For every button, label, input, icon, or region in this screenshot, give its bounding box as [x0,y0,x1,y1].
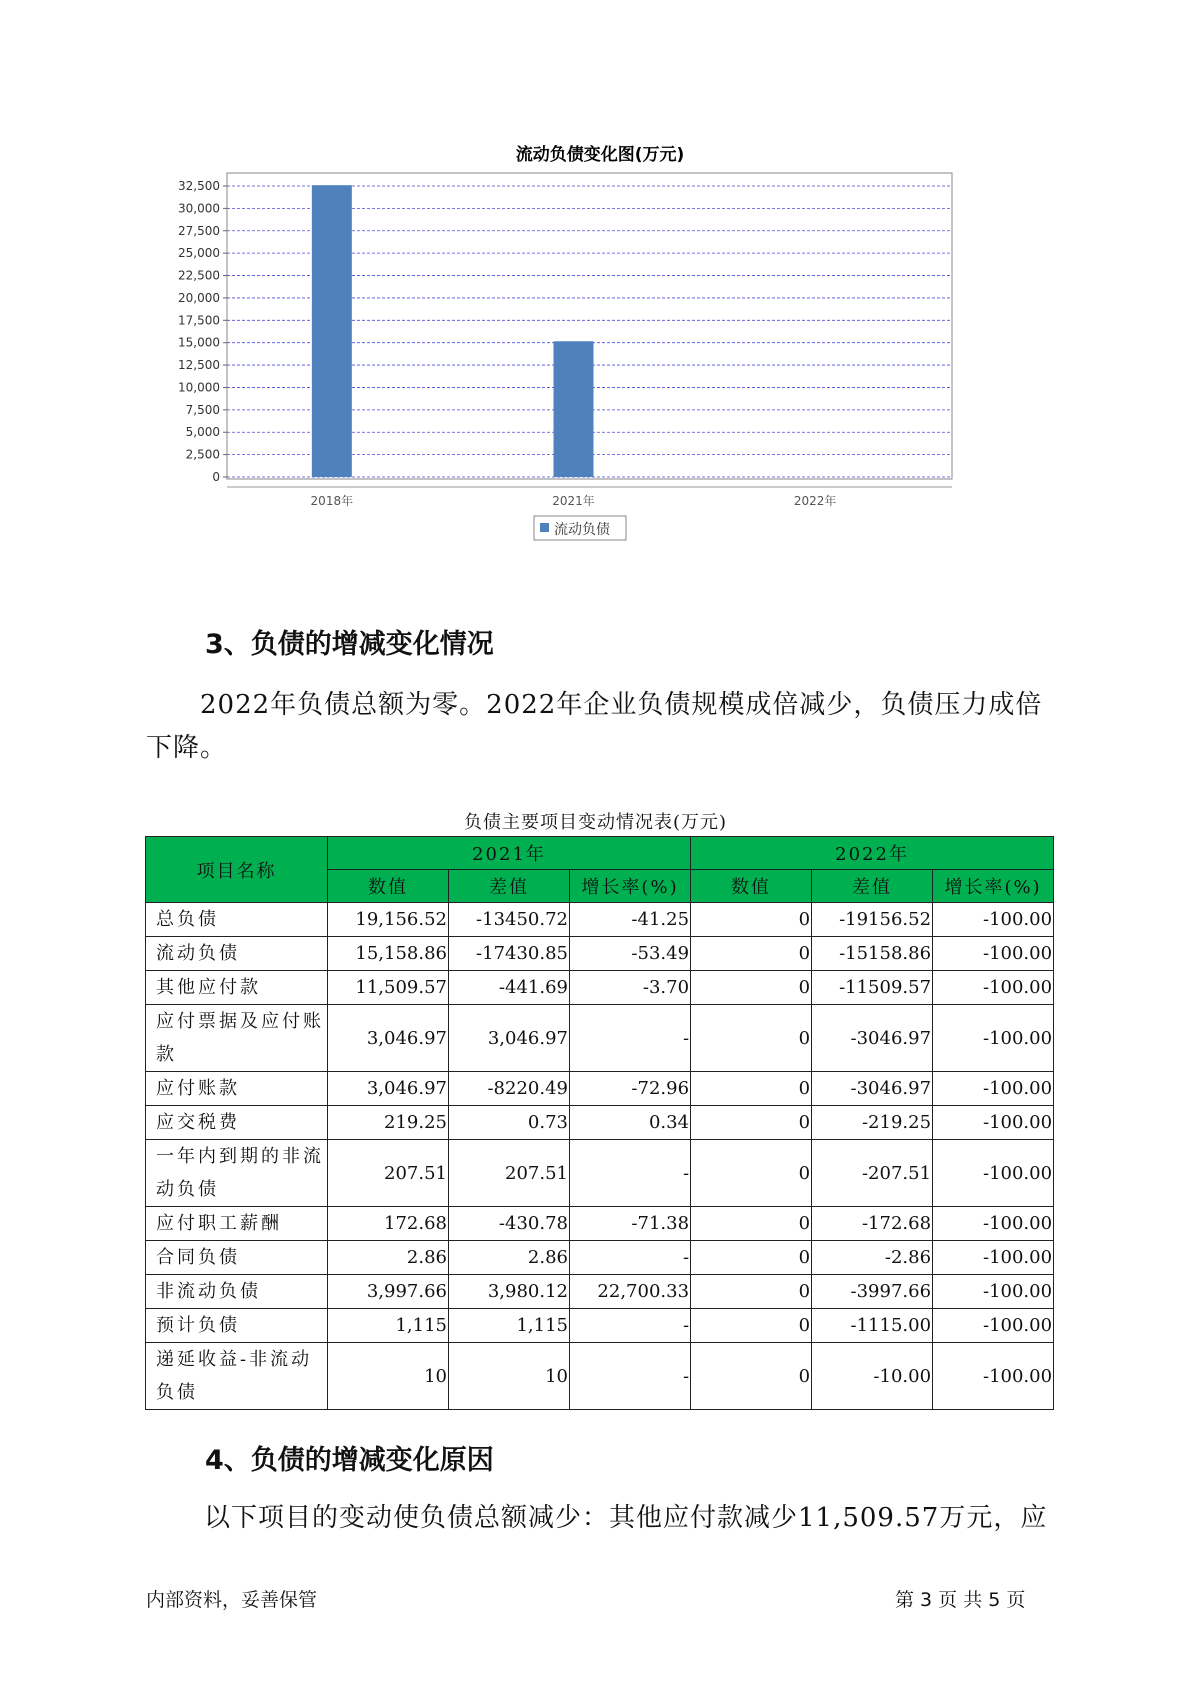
y-tick-label: 30,000 [178,201,220,216]
cell-value-2021: 172.68 [328,1207,449,1241]
y-tick-label: 22,500 [178,268,220,283]
cell-rate-2022: -100.00 [933,1241,1054,1275]
subheader-value: 数值 [328,870,449,903]
cell-diff-2021: 3,980.12 [449,1275,570,1309]
liabilities-bar-chart [150,130,1050,600]
cell-rate-2022: -100.00 [933,1275,1054,1309]
cell-rate-2021: - [570,1241,691,1275]
cell-rate-2022: -100.00 [933,903,1054,937]
cell-rate-2022: -100.00 [933,1072,1054,1106]
cell-diff-2022: -10.00 [812,1343,933,1410]
table-row [146,1275,1054,1309]
row-item-name: 应付账款 [146,1072,328,1106]
subheader-value: 数值 [691,870,812,903]
row-item-name: 其他应付款 [146,971,328,1005]
row-item-name: 合同负债 [146,1241,328,1275]
cell-value-2022: 0 [691,1140,812,1207]
cell-value-2022: 0 [691,1275,812,1309]
cell-diff-2021: -13450.72 [449,903,570,937]
cell-value-2021: 3,997.66 [328,1275,449,1309]
cell-value-2021: 10 [328,1343,449,1410]
cell-value-2022: 0 [691,1241,812,1275]
cell-diff-2022: -19156.52 [812,903,933,937]
cell-diff-2022: -172.68 [812,1207,933,1241]
subheader-rate: 增长率(%) [933,870,1054,903]
cell-diff-2022: -1115.00 [812,1309,933,1343]
y-tick-label: 25,000 [178,246,220,261]
cell-rate-2022: -100.00 [933,937,1054,971]
y-tick-label: 12,500 [178,358,220,373]
cell-rate-2021: -53.49 [570,937,691,971]
cell-diff-2021: 207.51 [449,1140,570,1207]
cell-diff-2022: -3046.97 [812,1072,933,1106]
x-tick-label: 2018年 [310,494,354,508]
cell-rate-2022: -100.00 [933,1005,1054,1072]
table-row [146,1005,1054,1072]
cell-rate-2022: -100.00 [933,1106,1054,1140]
bar-2018年 [312,185,352,477]
header-item-name: 项目名称 [146,837,328,903]
row-item-name: 应交税费 [146,1106,328,1140]
cell-value-2022: 0 [691,971,812,1005]
cell-value-2022: 0 [691,903,812,937]
cell-diff-2021: 1,115 [449,1309,570,1343]
cell-rate-2021: -3.70 [570,971,691,1005]
row-item-name: 一年内到期的非流动负债 [146,1140,328,1207]
cell-diff-2021: -441.69 [449,971,570,1005]
cell-value-2021: 3,046.97 [328,1005,449,1072]
cell-value-2021: 11,509.57 [328,971,449,1005]
cell-rate-2021: 22,700.33 [570,1275,691,1309]
table-row [146,1241,1054,1275]
chart-title: 流动负债变化图(万元) [515,145,685,165]
cell-rate-2022: -100.00 [933,971,1054,1005]
cell-value-2022: 0 [691,937,812,971]
table-row [146,903,1054,937]
row-item-name: 应付职工薪酬 [146,1207,328,1241]
y-tick-label: 20,000 [178,290,220,305]
table-caption: 负债主要项目变动情况表(万元) [463,812,728,833]
y-tick-label: 0 [212,470,220,484]
row-item-name: 递延收益-非流动负债 [146,1343,328,1410]
cell-diff-2022: -3046.97 [812,1005,933,1072]
table-row [146,1309,1054,1343]
row-item-name: 流动负债 [146,937,328,971]
table-row [146,1343,1054,1410]
cell-rate-2021: - [570,1140,691,1207]
cell-rate-2022: -100.00 [933,1309,1054,1343]
cell-rate-2021: - [570,1343,691,1410]
cell-rate-2021: -41.25 [570,903,691,937]
cell-diff-2021: 0.73 [449,1106,570,1140]
cell-diff-2021: -430.78 [449,1207,570,1241]
cell-value-2022: 0 [691,1207,812,1241]
cell-rate-2021: 0.34 [570,1106,691,1140]
liabilities-table [145,836,1054,1410]
y-tick-label: 2,500 [185,447,220,462]
bar-2021年 [554,341,594,477]
cell-value-2021: 19,156.52 [328,903,449,937]
table-row [146,937,1054,971]
section4-paragraph: 以下项目的变动使负债总额减少：其他应付款减少11,509.57万元，应 [204,1503,1048,1533]
cell-diff-2021: 3,046.97 [449,1005,570,1072]
y-tick-label: 27,500 [178,223,220,238]
cell-rate-2021: -72.96 [570,1072,691,1106]
cell-value-2021: 15,158.86 [328,937,449,971]
section4-heading: 4、负债的增减变化原因 [205,1445,494,1476]
table-row [146,1207,1054,1241]
y-tick-label: 5,000 [185,425,220,440]
legend [534,516,626,540]
y-tick-label: 32,500 [178,179,220,193]
cell-value-2022: 0 [691,1343,812,1410]
cell-diff-2021: 2.86 [449,1241,570,1275]
header-year-2022: 2022年 [691,837,1054,870]
cell-diff-2022: -219.25 [812,1106,933,1140]
cell-value-2022: 0 [691,1005,812,1072]
header-year-2021: 2021年 [328,837,691,870]
section3-heading: 3、负债的增减变化情况 [205,629,494,660]
cell-rate-2021: -71.38 [570,1207,691,1241]
y-tick-label: 15,000 [178,335,220,350]
legend-swatch [540,523,549,532]
cell-value-2022: 0 [691,1309,812,1343]
x-tick-label: 2022年 [793,494,837,508]
cell-rate-2022: -100.00 [933,1140,1054,1207]
cell-value-2021: 219.25 [328,1106,449,1140]
cell-diff-2022: -11509.57 [812,971,933,1005]
cell-rate-2022: -100.00 [933,1343,1054,1410]
table-row [146,1072,1054,1106]
cell-rate-2021: - [570,1005,691,1072]
legend-label: 流动负债 [554,522,610,538]
cell-diff-2021: -17430.85 [449,937,570,971]
section3-paragraph: 2022年负债总额为零。2022年企业负债规模成倍减少，负债压力成倍下降。 [146,690,1043,763]
cell-diff-2022: -2.86 [812,1241,933,1275]
subheader-diff: 差值 [812,870,933,903]
footer-confidential: 内部资料，妥善保管 [146,1589,318,1611]
chart-svg [150,130,1050,600]
table-row [146,1106,1054,1140]
cell-value-2021: 3,046.97 [328,1072,449,1106]
row-item-name: 预计负债 [146,1309,328,1343]
cell-diff-2022: -207.51 [812,1140,933,1207]
y-tick-label: 10,000 [178,380,220,395]
table-body [146,903,1054,1410]
x-tick-label: 2021年 [552,494,595,508]
cell-diff-2022: -3997.66 [812,1275,933,1309]
table-header-row [146,837,1054,870]
row-item-name: 应付票据及应付账款 [146,1005,328,1072]
subheader-rate: 增长率(%) [570,870,691,903]
row-item-name: 总负债 [146,903,328,937]
y-tick-label: 7,500 [185,402,220,417]
cell-value-2022: 0 [691,1072,812,1106]
y-tick-label: 17,500 [178,313,220,328]
cell-value-2021: 207.51 [328,1140,449,1207]
cell-rate-2022: -100.00 [933,1207,1054,1241]
x-axis-ticks [311,493,837,508]
cell-diff-2021: -8220.49 [449,1072,570,1106]
cell-value-2021: 1,115 [328,1309,449,1343]
cell-value-2022: 0 [691,1106,812,1140]
table-row [146,971,1054,1005]
row-item-name: 非流动负债 [146,1275,328,1309]
table-row [146,1140,1054,1207]
cell-diff-2022: -15158.86 [812,937,933,971]
cell-value-2021: 2.86 [328,1241,449,1275]
y-axis-ticks [178,179,227,484]
cell-rate-2021: - [570,1309,691,1343]
subheader-diff: 差值 [449,870,570,903]
cell-diff-2021: 10 [449,1343,570,1410]
footer-page-number: 第 3 页 共 5 页 [895,1589,1026,1611]
